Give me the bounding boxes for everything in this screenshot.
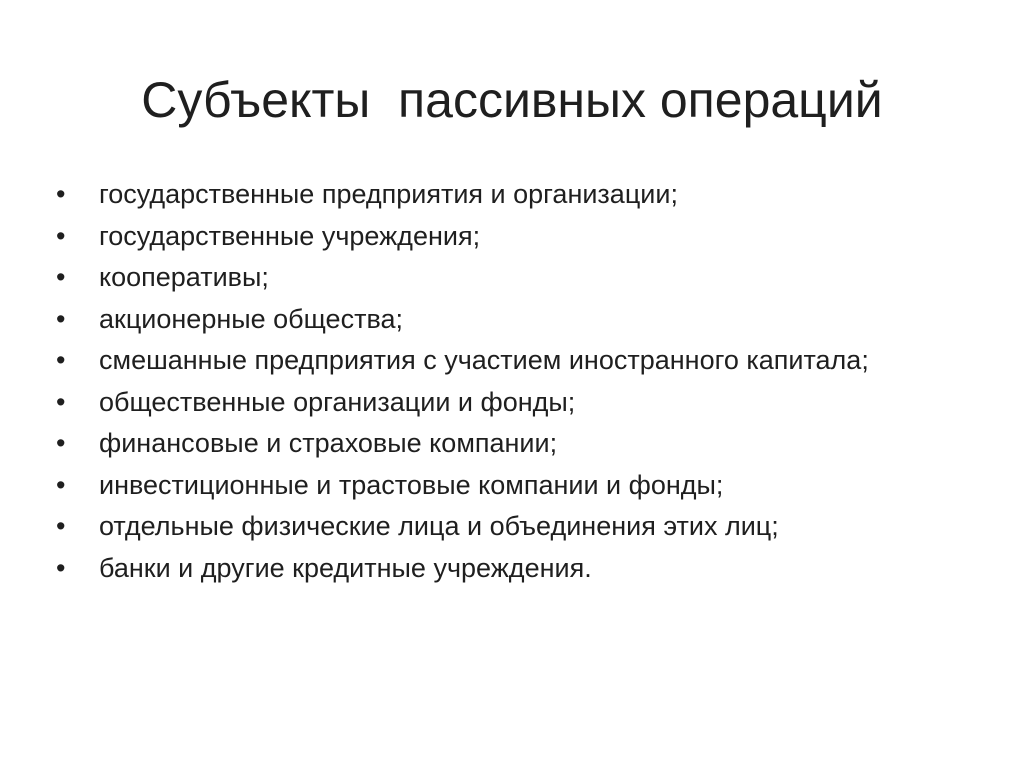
bullet-icon: • xyxy=(56,428,66,458)
bullet-icon: • xyxy=(56,179,66,209)
list-item-text: государственные учреждения; xyxy=(99,220,481,251)
list-item xyxy=(56,507,956,546)
list-item-text: отдельные физические лица и объединения этих лиц; xyxy=(99,511,779,541)
list-item xyxy=(56,383,956,422)
bullet-icon: • xyxy=(56,220,66,251)
bullet-icon: • xyxy=(56,262,66,292)
list-item xyxy=(56,175,956,214)
bullet-icon: • xyxy=(56,552,66,583)
list-item xyxy=(56,300,956,339)
bullet-icon: • xyxy=(56,345,66,375)
bullet-icon: • xyxy=(56,469,66,500)
list-item-text: смешанные предприятия с участием иностранного капитала; xyxy=(99,345,869,375)
slide-title: Субъекты пассивных операций xyxy=(141,72,883,128)
list-item xyxy=(56,217,956,256)
list-item-text: кооперативы; xyxy=(99,262,269,292)
list-item-text: инвестиционные и трастовые компании и фонды; xyxy=(99,469,724,500)
list-item-text: общественные организации и фонды; xyxy=(99,386,576,417)
bullet-icon: • xyxy=(56,303,66,334)
list-item xyxy=(56,466,956,505)
list-item-text: государственные предприятия и организации; xyxy=(99,179,678,209)
bullet-icon: • xyxy=(56,386,66,417)
list-item-text: акционерные общества; xyxy=(99,303,404,334)
list-item-text: финансовые и страховые компании; xyxy=(99,428,558,458)
list-item xyxy=(56,341,956,380)
list-item xyxy=(56,549,956,588)
list-item xyxy=(56,424,956,463)
bullet-icon: • xyxy=(56,511,66,541)
list-item xyxy=(56,258,956,297)
list-item-text: банки и другие кредитные учреждения. xyxy=(99,552,592,583)
bullet-list xyxy=(56,175,956,590)
